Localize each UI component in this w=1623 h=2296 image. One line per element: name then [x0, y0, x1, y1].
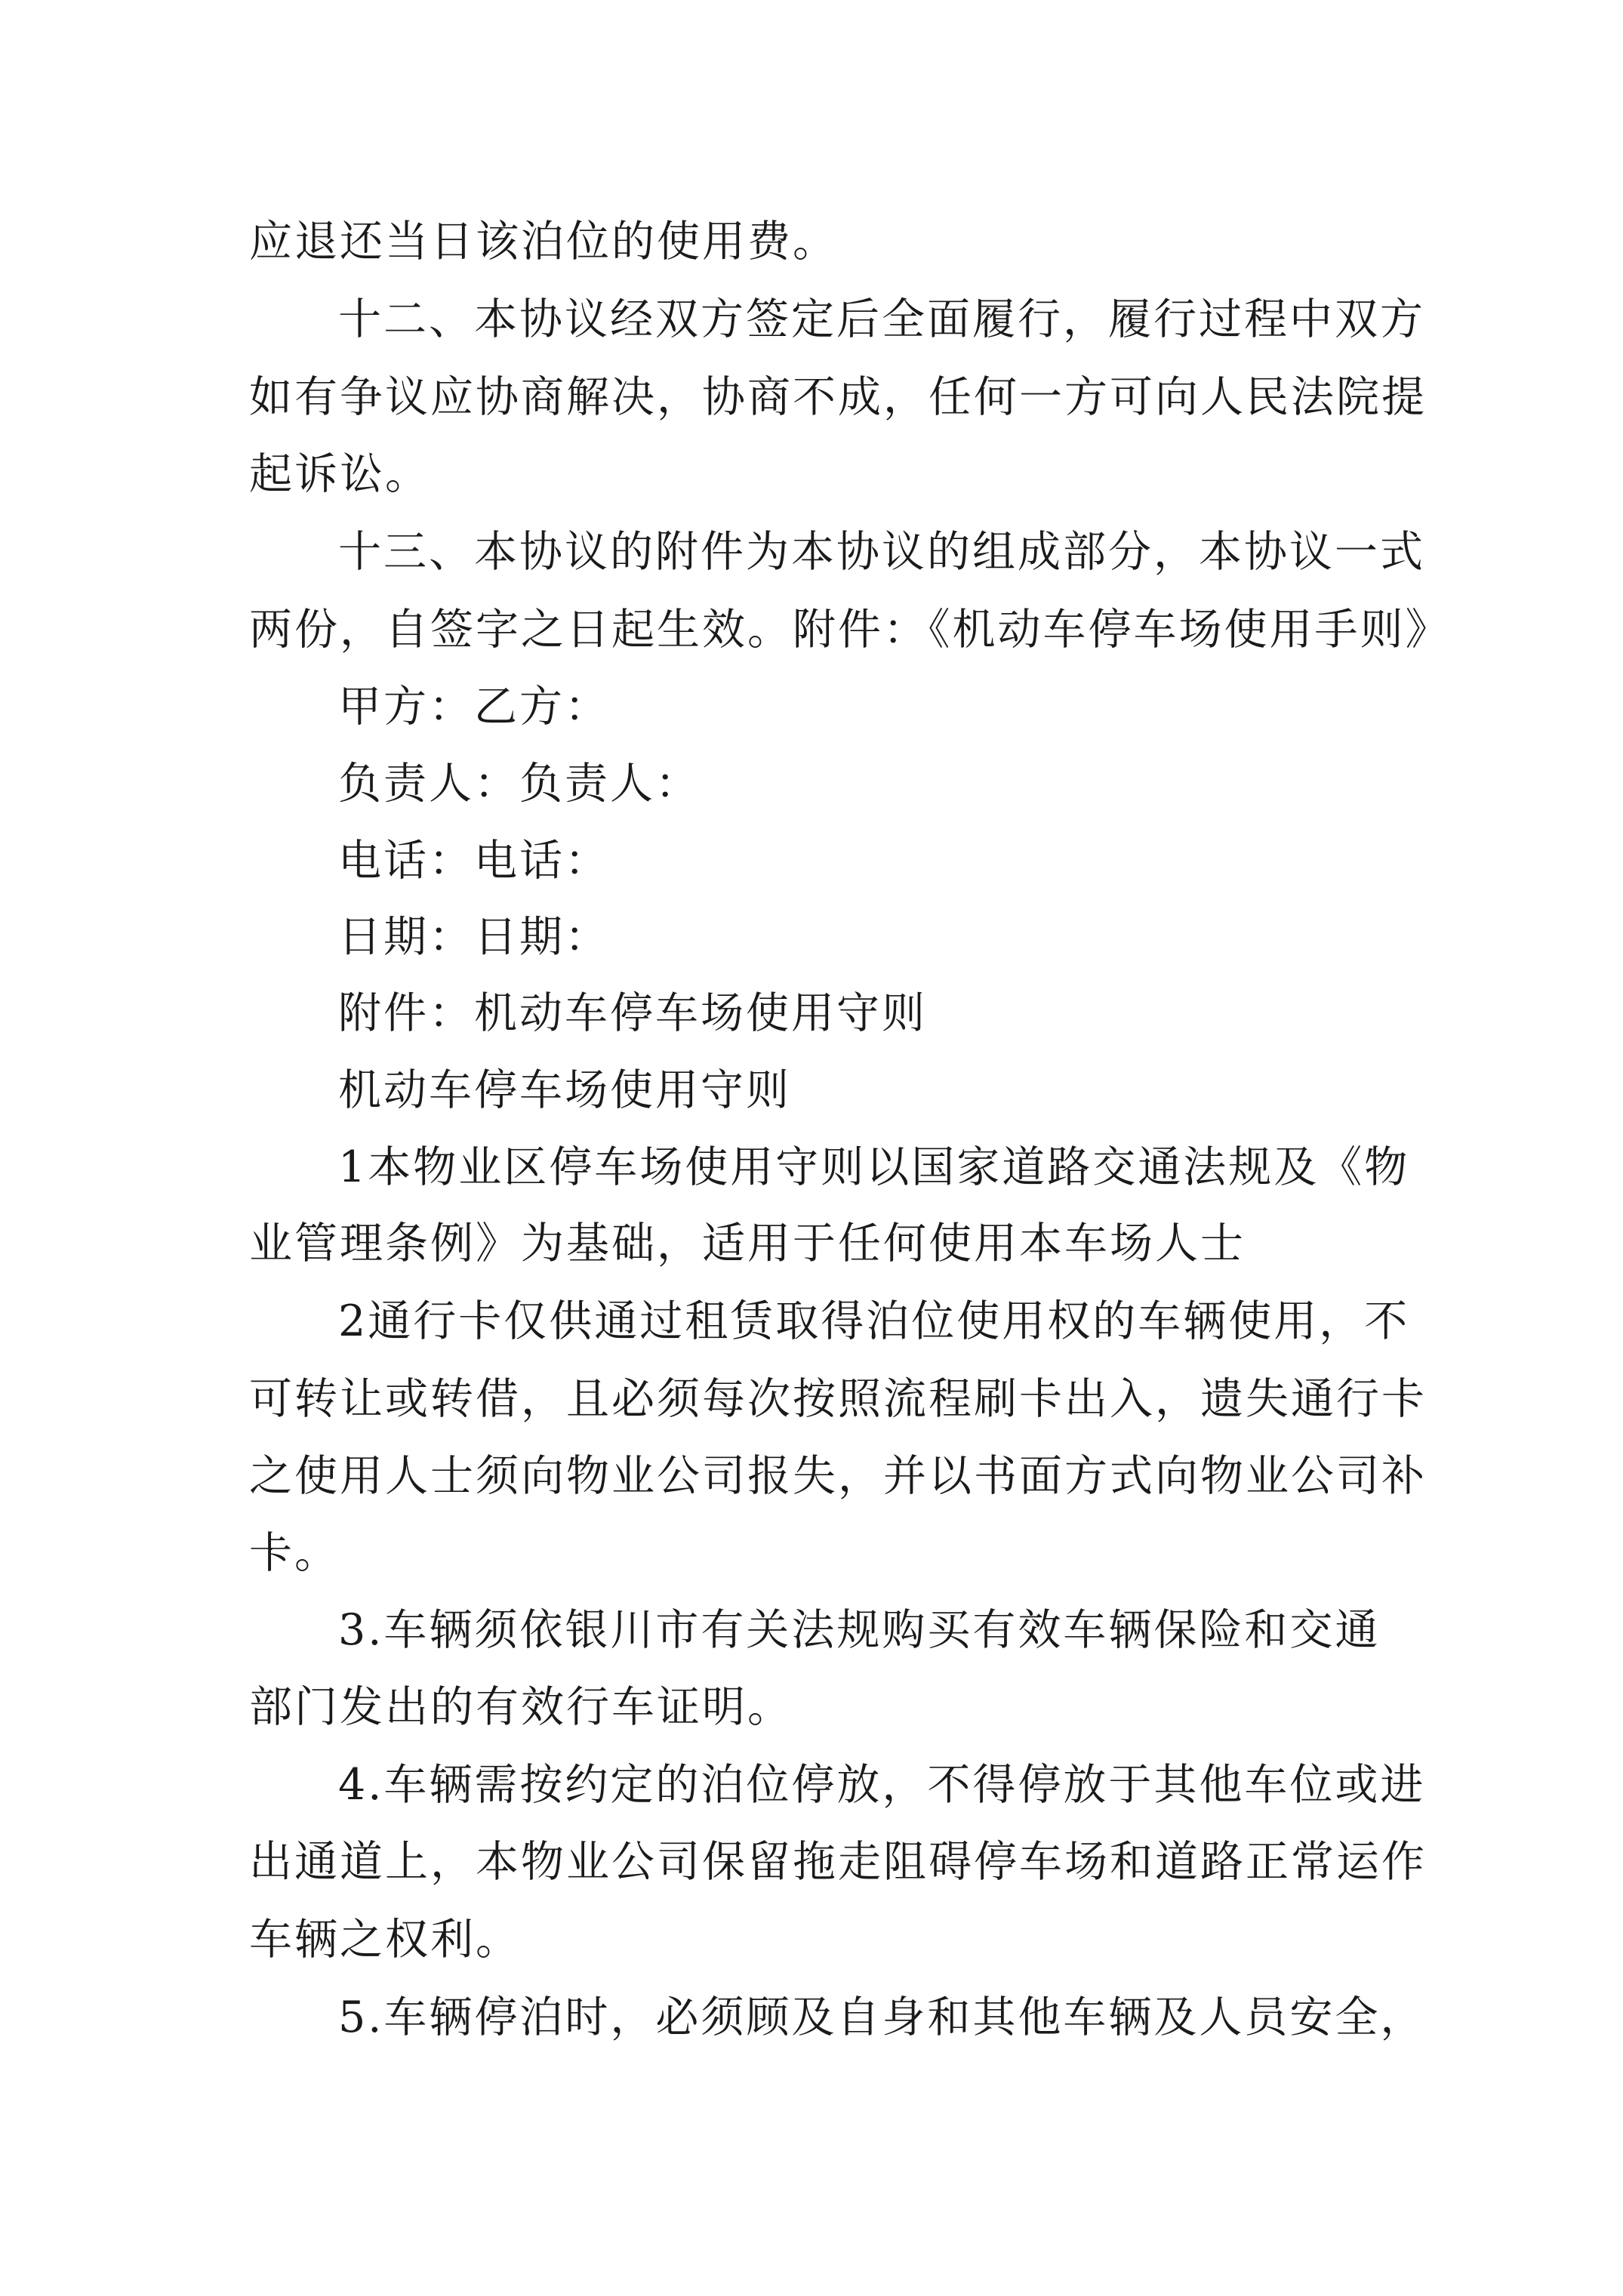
- text-line: 甲方：乙方：: [338, 682, 610, 732]
- text-line: 业管理条例》为基础，适用于任何使用本车场人士: [249, 1219, 1246, 1268]
- text-line: 机动车停车场使用守则: [338, 1065, 791, 1115]
- text-line: 十二、本协议经双方签定后全面履行，履行过程中双方: [338, 294, 1425, 344]
- text-line: 4.车辆需按约定的泊位停放，不得停放于其他车位或进: [338, 1760, 1426, 1810]
- text-line: 如有争议应协商解决，协商不成，任何一方可向人民法院提: [249, 372, 1427, 422]
- text-line: 十三、本协议的附件为本协议的组成部分，本协议一式: [338, 527, 1425, 577]
- text-line: 2通行卡仅供通过租赁取得泊位使用权的车辆使用，不: [338, 1296, 1410, 1346]
- text-line: 日期：日期：: [338, 912, 610, 962]
- text-line: 车辆之权利。: [249, 1915, 521, 1965]
- text-line: 出通道上，本物业公司保留拖走阻碍停车场和道路正常运作: [249, 1837, 1427, 1887]
- text-line: 之使用人士须向物业公司报失，并以书面方式向物业公司补: [249, 1451, 1427, 1501]
- text-line: 负责人：负责人：: [338, 759, 701, 809]
- text-line: 卡。: [249, 1528, 340, 1578]
- text-line: 起诉讼。: [249, 449, 430, 499]
- text-line: 可转让或转借，且必须每次按照流程刷卡出入，遗失通行卡: [249, 1374, 1427, 1424]
- text-line: 1本物业区停车场使用守则以国家道路交通法规及《物: [338, 1142, 1410, 1192]
- text-line: 部门发出的有效行车证明。: [249, 1682, 793, 1732]
- text-line: 3.车辆须依银川市有关法规购买有效车辆保险和交通: [338, 1605, 1381, 1655]
- text-line: 附件：机动车停车场使用守则: [338, 988, 927, 1038]
- text-line: 电话：电话：: [338, 836, 610, 886]
- text-line: 应退还当日该泊位的使用费。: [249, 217, 838, 267]
- text-line: 5.车辆停泊时，必须顾及自身和其他车辆及人员安全，: [338, 1992, 1426, 2042]
- text-line: 两份，自签字之日起生效。附件：《机动车停车场使用手则》: [249, 605, 1451, 655]
